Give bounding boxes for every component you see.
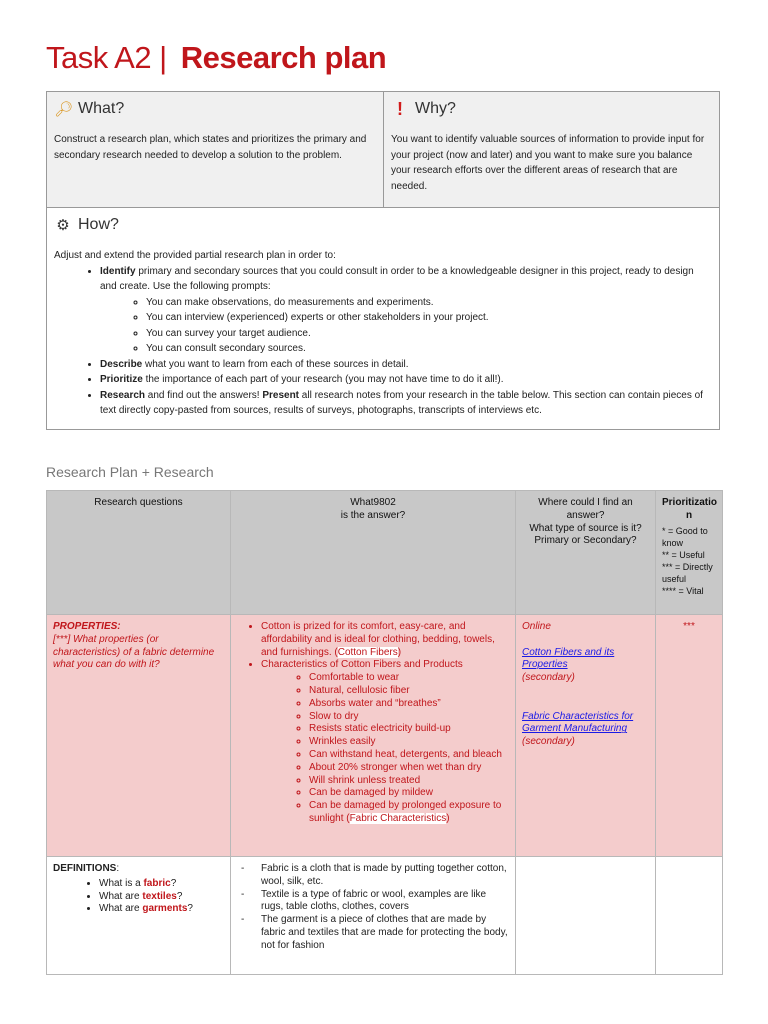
list-item: - Fabric is a cloth that is made by putting together cotton, wool, silk, etc. [261, 863, 509, 889]
how-heading-row [54, 214, 712, 236]
properties-answer-list [237, 621, 509, 826]
list-item: ◦ Can be damaged by mildew [309, 787, 509, 800]
prompt-item: ◦ You can survey your target audience. [146, 326, 712, 342]
list-item: ◦ Can withstand heat, detergents, and bleach [309, 749, 509, 762]
why-heading-row [391, 98, 712, 120]
fabric-characteristics-link[interactable]: Fabric Characteristics [349, 812, 447, 824]
task-box [46, 91, 720, 430]
how-item-text: all research notes from your research in the table below. This section can contain pieces of text directly copy-pasted from sources, results of surveys, photographs, transcripts of interviews etc. [100, 389, 703, 416]
definitions-label: DEFINITIONS [53, 863, 117, 874]
how-item-text: and find out the answers! [145, 389, 263, 401]
list-item: ◦ Slow to dry [309, 711, 509, 724]
definitions-colon: : [116, 863, 120, 874]
how-item-bold: Describe [100, 358, 143, 370]
properties-priority-cell [656, 615, 723, 857]
how-section [47, 208, 719, 425]
cotton-fibers-link[interactable]: Cotton Fibers [337, 646, 398, 658]
how-heading: How? [78, 216, 119, 233]
why-heading: Why? [415, 100, 456, 117]
question-text: What are [99, 890, 143, 902]
list-item: - The garment is a piece of clothes that are made by fabric and textiles that are made for protecting the body, not for fashion [261, 914, 509, 952]
exclamation-icon: ! [397, 98, 403, 119]
definitions-source-cell [516, 857, 656, 975]
how-item-text: the importance of each part of your research (you may not have time to do it all!). [142, 374, 504, 385]
prompt-item: ◦ You can interview (experienced) experts or other stakeholders in your project. [146, 310, 712, 326]
term-textiles: textiles [142, 890, 177, 902]
what-cell [47, 92, 384, 207]
how-item-bold: Research [100, 389, 146, 401]
list-item [261, 621, 509, 659]
priority-legend-item: ** = Useful [662, 549, 705, 560]
properties-source-cell [516, 615, 656, 857]
source-link-fabric-characteristics[interactable]: Fabric Characteristics for Garment Manufacturing [522, 710, 634, 735]
list-item [99, 878, 224, 891]
gear-icon: ⚙︎ [56, 217, 70, 234]
prompt-item: ◦ You can make observations, do measurements and experiments. [146, 295, 712, 311]
list-item: ◦ Absorbs water and “breathes” [309, 698, 509, 711]
list-item [261, 659, 509, 825]
how-item-identify [100, 264, 712, 357]
list-item [309, 800, 509, 826]
how-item-describe [100, 357, 712, 373]
term-garments: garments [142, 903, 188, 915]
page-title [46, 40, 386, 76]
answer-text: ) [446, 812, 450, 824]
priority-stars: *** [683, 621, 695, 632]
table-header-row [47, 491, 723, 615]
question-text: What is a [99, 877, 144, 889]
header-research-questions: Research questions [47, 491, 231, 615]
what-heading-row [54, 98, 376, 120]
table-row [47, 615, 723, 857]
answer-text: ) [397, 646, 402, 658]
answer-text: Characteristics of Cotton Fibers and Products [261, 659, 463, 671]
how-item-text: what you want to learn from each of these sources in detail. [142, 358, 409, 370]
answer-text: Can be damaged by prolonged exposure to sunlight ( [309, 800, 502, 824]
definitions-answer-list [237, 863, 509, 953]
how-item-research [100, 388, 712, 419]
question-text: What are [99, 903, 143, 915]
list-item: ◦ Will shrink unless treated [309, 775, 509, 788]
source-online: Online [522, 621, 551, 632]
title-main: Research plan [180, 40, 387, 75]
list-item [99, 903, 224, 916]
priority-legend-item: *** = Directly useful [662, 561, 713, 584]
list-item: ◦ Resists static electricity build-up [309, 723, 509, 736]
list-item: ◦ About 20% stronger when wet than dry [309, 762, 509, 775]
prompt-list [100, 295, 712, 357]
header-priority-label: Prioritizatio n [662, 497, 718, 521]
header-answer [231, 491, 516, 615]
how-item-prioritize [100, 372, 712, 388]
definitions-answer-cell [231, 857, 516, 975]
definitions-question-list [53, 878, 224, 916]
why-text: You want to identify valuable sources of information to provide input for your project (now and later) and you want to make sure you balance your research efforts over the different areas of research that are needed. [391, 134, 705, 192]
header-answer-line2: is the answer? [340, 509, 406, 521]
how-intro: Adjust and extend the provided partial research plan in order to: [54, 250, 336, 261]
source-type: (secondary) [522, 736, 575, 748]
list-item: ◦ Comfortable to wear [309, 672, 509, 685]
priority-legend-item: **** = Vital [662, 585, 704, 596]
source-type: (secondary) [522, 672, 575, 684]
how-item-bold: Prioritize [100, 374, 143, 385]
how-item-text: primary and secondary sources that you could consult in order to be a knowledgeable designer in this project, ready to design and create. Use the following prompts: [100, 265, 694, 292]
list-item [99, 891, 224, 904]
header-priority [656, 491, 723, 615]
question-text: ? [170, 877, 177, 889]
prompt-item: ◦ You can consult secondary sources. [146, 341, 712, 357]
list-item: - Textile is a type of fabric or wool, examples are like rugs, table cloths, clothes, covers [261, 889, 509, 915]
how-item-bold: Identify [100, 265, 136, 277]
definitions-priority-cell [656, 857, 723, 975]
list-item: ◦ Wrinkles easily [309, 736, 509, 749]
how-list [54, 264, 712, 419]
table-row [47, 857, 723, 975]
header-answer-line1: What9802 [350, 497, 396, 508]
task-box-top [47, 92, 719, 208]
list-item: ◦ Natural, cellulosic fiber [309, 685, 509, 698]
section-title: Research Plan + Research [46, 464, 214, 480]
magnifier-icon: 🔎︎ [54, 101, 74, 118]
what-text: Construct a research plan, which states and prioritizes the primary and secondary research needed to develop a solution to the problem. [54, 134, 367, 161]
header-source: Where could I find an answer? What type of source is it? Primary or Secondary? [516, 491, 656, 615]
properties-question-cell [47, 615, 231, 857]
what-heading: What? [78, 100, 125, 117]
why-cell [384, 92, 719, 207]
priority-legend-item: * = Good to know [662, 525, 708, 548]
properties-question: [***] What properties (or characteristics) of a fabric determine what you can do with it? [53, 633, 215, 671]
title-prefix: Task A2 | [46, 40, 167, 75]
question-text: ? [187, 903, 193, 915]
answer-text: Cotton is prized for its comfort, easy-care, and affordability and is ideal for clothing, bedding, towels, and furnishings. ( [261, 621, 495, 658]
characteristics-list [261, 672, 509, 826]
properties-label: PROPERTIES: [53, 621, 121, 632]
question-text: ? [176, 890, 183, 902]
research-plan-table [46, 490, 723, 975]
definitions-question-cell [47, 857, 231, 975]
properties-answer-cell [231, 615, 516, 857]
source-link-cotton-fibers[interactable]: Cotton Fibers and its Properties [522, 646, 615, 671]
how-item-bold: Present [262, 389, 300, 401]
term-fabric: fabric [143, 877, 171, 889]
